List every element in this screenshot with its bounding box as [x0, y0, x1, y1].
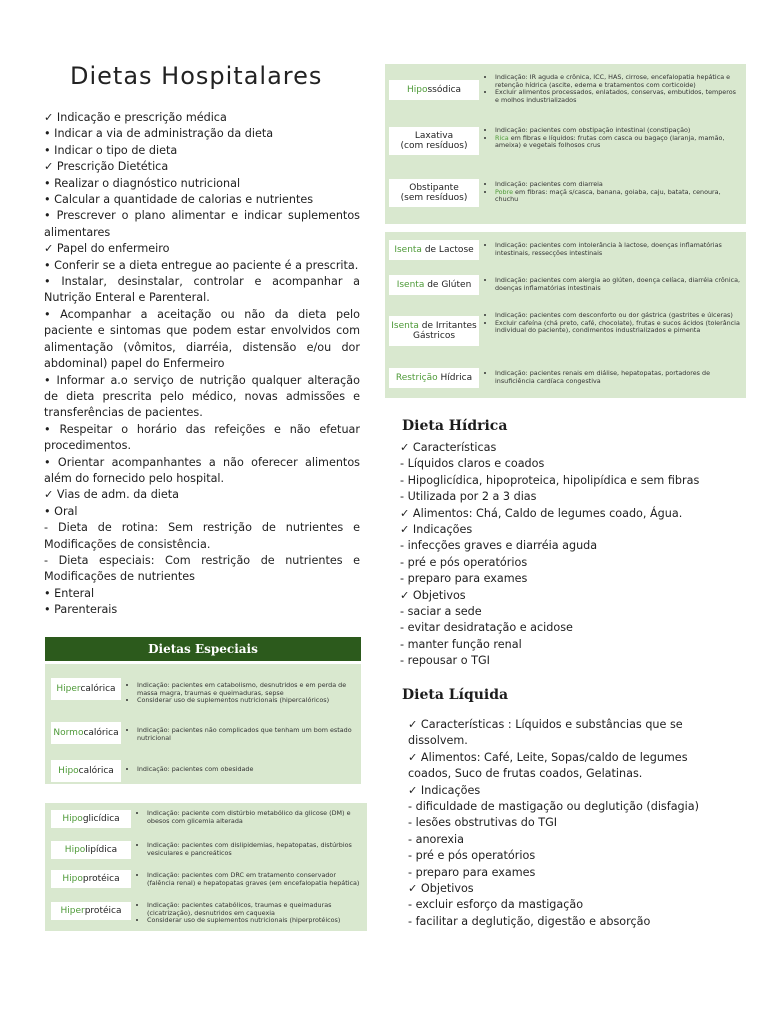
dietas-especiais-panel-calorica: [45, 664, 361, 784]
left-line: ✓ Indicação e prescrição médica: [44, 111, 227, 124]
left-line: • Prescrever o plano alimentar e indicar suplementos alimentares: [44, 209, 360, 239]
diet-description-item: • Indicação: pacientes com alergia ao glúten, doença celíaca, diarréia crônica, doenças inflamatórias intestinais: [495, 277, 741, 292]
diet-description-item: • Indicação: pacientes em catabolismo, desnutridos e em perda de massa magra, traumas e queimaduras, sepse: [137, 682, 355, 697]
liquida-line: ✓ Objetivos: [408, 882, 474, 896]
liquida-line: - preparo para exames: [408, 865, 536, 879]
liquida-line: - lesões obstrutivas do TGI: [408, 816, 558, 830]
diet-description-item: • Indicação: pacientes com intolerância à lactose, doenças inflamatórias intestinais, ressecções intestinais: [495, 242, 741, 257]
dietas-especiais-panel-nutrientes: [45, 803, 367, 931]
dieta-hidrica-list: [400, 440, 740, 670]
page-title: Dietas Hospitalares: [70, 62, 323, 90]
left-line: - Dieta de rotina: Sem restrição de nutrientes e Modificações de consistência.: [44, 521, 360, 551]
diet-description: [485, 181, 741, 204]
hidrica-line: - pré e pós operatórios: [400, 555, 528, 569]
hidrica-line: - Líquidos claros e coados: [400, 457, 545, 471]
left-line: • Indicar o tipo de dieta: [44, 143, 178, 157]
left-line: • Instalar, desinstalar, controlar e acompanhar a Nutrição Enteral e Parenteral.: [44, 275, 360, 305]
left-line: • Enteral: [44, 586, 95, 600]
diet-description: [485, 127, 741, 150]
left-line: ✓ Prescrição Dietética: [44, 160, 169, 174]
diet-description-item: • Indicação: pacientes com obstipação intestinal (constipação): [495, 127, 741, 135]
diet-description: [137, 842, 363, 857]
diet-description: [137, 902, 363, 925]
liquida-line: ✓ Indicações: [408, 783, 481, 797]
liquida-line: - dificuldade de mastigação ou deglutição (disfagia): [408, 800, 699, 814]
left-line: ✓ Vias de adm. da dieta: [44, 488, 180, 502]
diet-description-item: • Indicação: IR aguda e crônica, ICC, HAS, cirrose, encefalopatia hepática e retenção hídrica (ascite, edema e tratamentos com corticoide): [495, 74, 741, 89]
left-line: • Acompanhar a aceitação ou não da dieta pelo paciente e sintomas que podem estar envolvidos com alimentação (vômitos, diarréia, distensão e/ou dor abdominal) papel do Enfermeiro: [44, 307, 360, 371]
left-line: • Informar a.o serviço de nutrição qualquer alteração de dieta prescrita pelo médico, novas admissões e transferências de pacientes.: [44, 373, 360, 420]
diet-description: [137, 810, 363, 825]
right-panel-sodio-fibras: [385, 64, 746, 224]
diet-description-item: • Indicação: pacientes com dislipidemias, hepatopatas, distúrbios vesiculares e pancreáticos: [147, 842, 363, 857]
diet-description-item: • Indicação: paciente com distúrbio metabólico da glicose (DM) e obesos com glicemia alterada: [147, 810, 363, 825]
diet-type-label: Hipercalórica: [51, 678, 121, 700]
diet-description-item: • Indicação: pacientes com diarreia: [495, 181, 741, 189]
dieta-liquida-list: [408, 717, 726, 930]
hidrica-line: - Hipoglicídica, hipoproteica, hipolipídica e sem fibras: [400, 473, 700, 487]
diet-description: [485, 277, 741, 292]
diet-type-label: Obstipante (sem resíduos): [389, 179, 479, 207]
hidrica-line: ✓ Objetivos: [400, 588, 466, 602]
diet-description: [127, 766, 355, 774]
left-line: • Conferir se a dieta entregue ao paciente é a prescrita.: [44, 258, 359, 272]
diet-description: [485, 74, 741, 104]
diet-type-label: Isenta de Irritantes Gástricos: [389, 316, 479, 346]
diet-description: [127, 727, 355, 742]
hidrica-line: - repousar o TGI: [400, 654, 490, 668]
left-line: - Dieta especiais: Com restrição de nutrientes e Modificações de nutrientes: [44, 553, 360, 584]
liquida-line: - facilitar a deglutição, digestão e absorção: [408, 914, 651, 928]
diet-description: [485, 312, 741, 335]
left-line: • Realizar o diagnóstico nutricional: [44, 176, 241, 190]
left-line: • Calcular a quantidade de calorias e nutrientes: [44, 193, 314, 207]
liquida-line: - anorexia: [408, 832, 465, 846]
diet-description: [485, 242, 741, 257]
diet-type-label: Hipossódica: [389, 80, 479, 100]
left-line: • Indicar a via de administração da dieta: [44, 127, 274, 141]
diet-description: [485, 370, 741, 385]
hidrica-line: - saciar a sede: [400, 605, 482, 619]
diet-type-label: Laxativa (com resíduos): [389, 127, 479, 155]
dieta-liquida-heading: Dieta Líquida: [402, 687, 509, 703]
diet-description: [127, 682, 355, 705]
hidrica-line: - infecções graves e diarréia aguda: [400, 539, 598, 553]
liquida-line: ✓ Características : Líquidos e substâncias que se dissolvem.: [408, 718, 683, 748]
diet-description-item: • Pobre em fibras: maçã s/casca, banana, goiaba, caju, batata, cenoura, chuchu: [495, 189, 741, 204]
diet-type-label: Isenta de Lactose: [389, 240, 479, 260]
liquida-line: ✓ Alimentos: Café, Leite, Sopas/caldo de legumes coados, Suco de frutas coados, Gelatinas.: [408, 750, 688, 781]
diet-type-label: Hipolipídica: [51, 841, 131, 859]
diet-type-label: Hipoglicídica: [51, 810, 131, 828]
diet-type-label: Restrição Hídrica: [389, 368, 479, 388]
left-line: • Respeitar o horário das refeições e não efetuar procedimentos.: [44, 422, 360, 453]
diet-description-item: • Indicação: pacientes não complicados que tenham um bom estado nutricional: [137, 727, 355, 742]
hidrica-line: ✓ Indicações: [400, 523, 473, 537]
diet-description: [137, 872, 363, 887]
diet-description-item: • Indicação: pacientes com desconforto ou dor gástrica (gastrites e úlceras): [495, 312, 741, 320]
diet-description-item: • Rica em fibras e líquidos: frutas com casca ou bagaço (laranja, mamão, ameixa) e vegetais folhosos crus: [495, 135, 741, 150]
right-panel-isentas: [385, 232, 746, 398]
left-line: • Parenterais: [44, 603, 118, 617]
diet-description-item: • Indicação: pacientes renais em diálise, hepatopatas, portadores de insuficiência cardíaca congestiva: [495, 370, 741, 385]
hidrica-line: - manter função renal: [400, 637, 522, 651]
diet-description-item: • Excluir alimentos processados, enlatados, conservas, embutidos, temperos e molhos industrializados: [495, 89, 741, 104]
left-line: • Orientar acompanhantes a não oferecer alimentos além do fornecido pelo hospital.: [44, 455, 360, 485]
liquida-line: - pré e pós operatórios: [408, 849, 536, 863]
diet-type-label: Isenta de Glúten: [389, 275, 479, 295]
diet-description-item: • Considerar uso de suplementos nutricionais (hipercalóricos): [137, 697, 355, 705]
left-line: ✓ Papel do enfermeiro: [44, 242, 170, 256]
hidrica-line: - Utilizada por 2 a 3 dias: [400, 490, 537, 504]
hidrica-line: - preparo para exames: [400, 572, 528, 586]
diet-type-label: Hipocalórica: [51, 760, 121, 782]
hidrica-line: - evitar desidratação e acidose: [400, 621, 573, 635]
diet-type-label: Hiperprotéica: [51, 902, 131, 920]
diet-description-item: • Considerar uso de suplementos nutricionais (hiperprotéicos): [147, 917, 363, 925]
liquida-line: - excluir esforço da mastigação: [408, 898, 584, 912]
dietas-especiais-heading: Dietas Especiais: [45, 637, 361, 661]
hidrica-line: ✓ Características: [400, 441, 497, 454]
diet-description-item: • Indicação: pacientes catabólicos, traumas e queimaduras (cicatrização), desnutridos em caquexia: [147, 902, 363, 917]
left-line: • Oral: [44, 504, 78, 518]
diet-description-item: • Indicação: pacientes com DRC em tratamento conservador (falência renal) e hepatopatas graves (em encefalopatia hepática): [147, 872, 363, 887]
dieta-hidrica-heading: Dieta Hídrica: [402, 418, 508, 434]
left-column: [44, 110, 360, 619]
diet-type-label: Hipoprotéica: [51, 870, 131, 888]
diet-type-label: Normocalórica: [51, 722, 121, 744]
hidrica-line: ✓ Alimentos: Chá, Caldo de legumes coado, Água.: [400, 506, 683, 520]
diet-description-item: • Excluir cafeína (chá preto, café, chocolate), frutas e sucos ácidos (tolerância individual do paciente), condimentos industrializados e pimenta: [495, 320, 741, 335]
diet-description-item: • Indicação: pacientes com obesidade: [137, 766, 355, 774]
